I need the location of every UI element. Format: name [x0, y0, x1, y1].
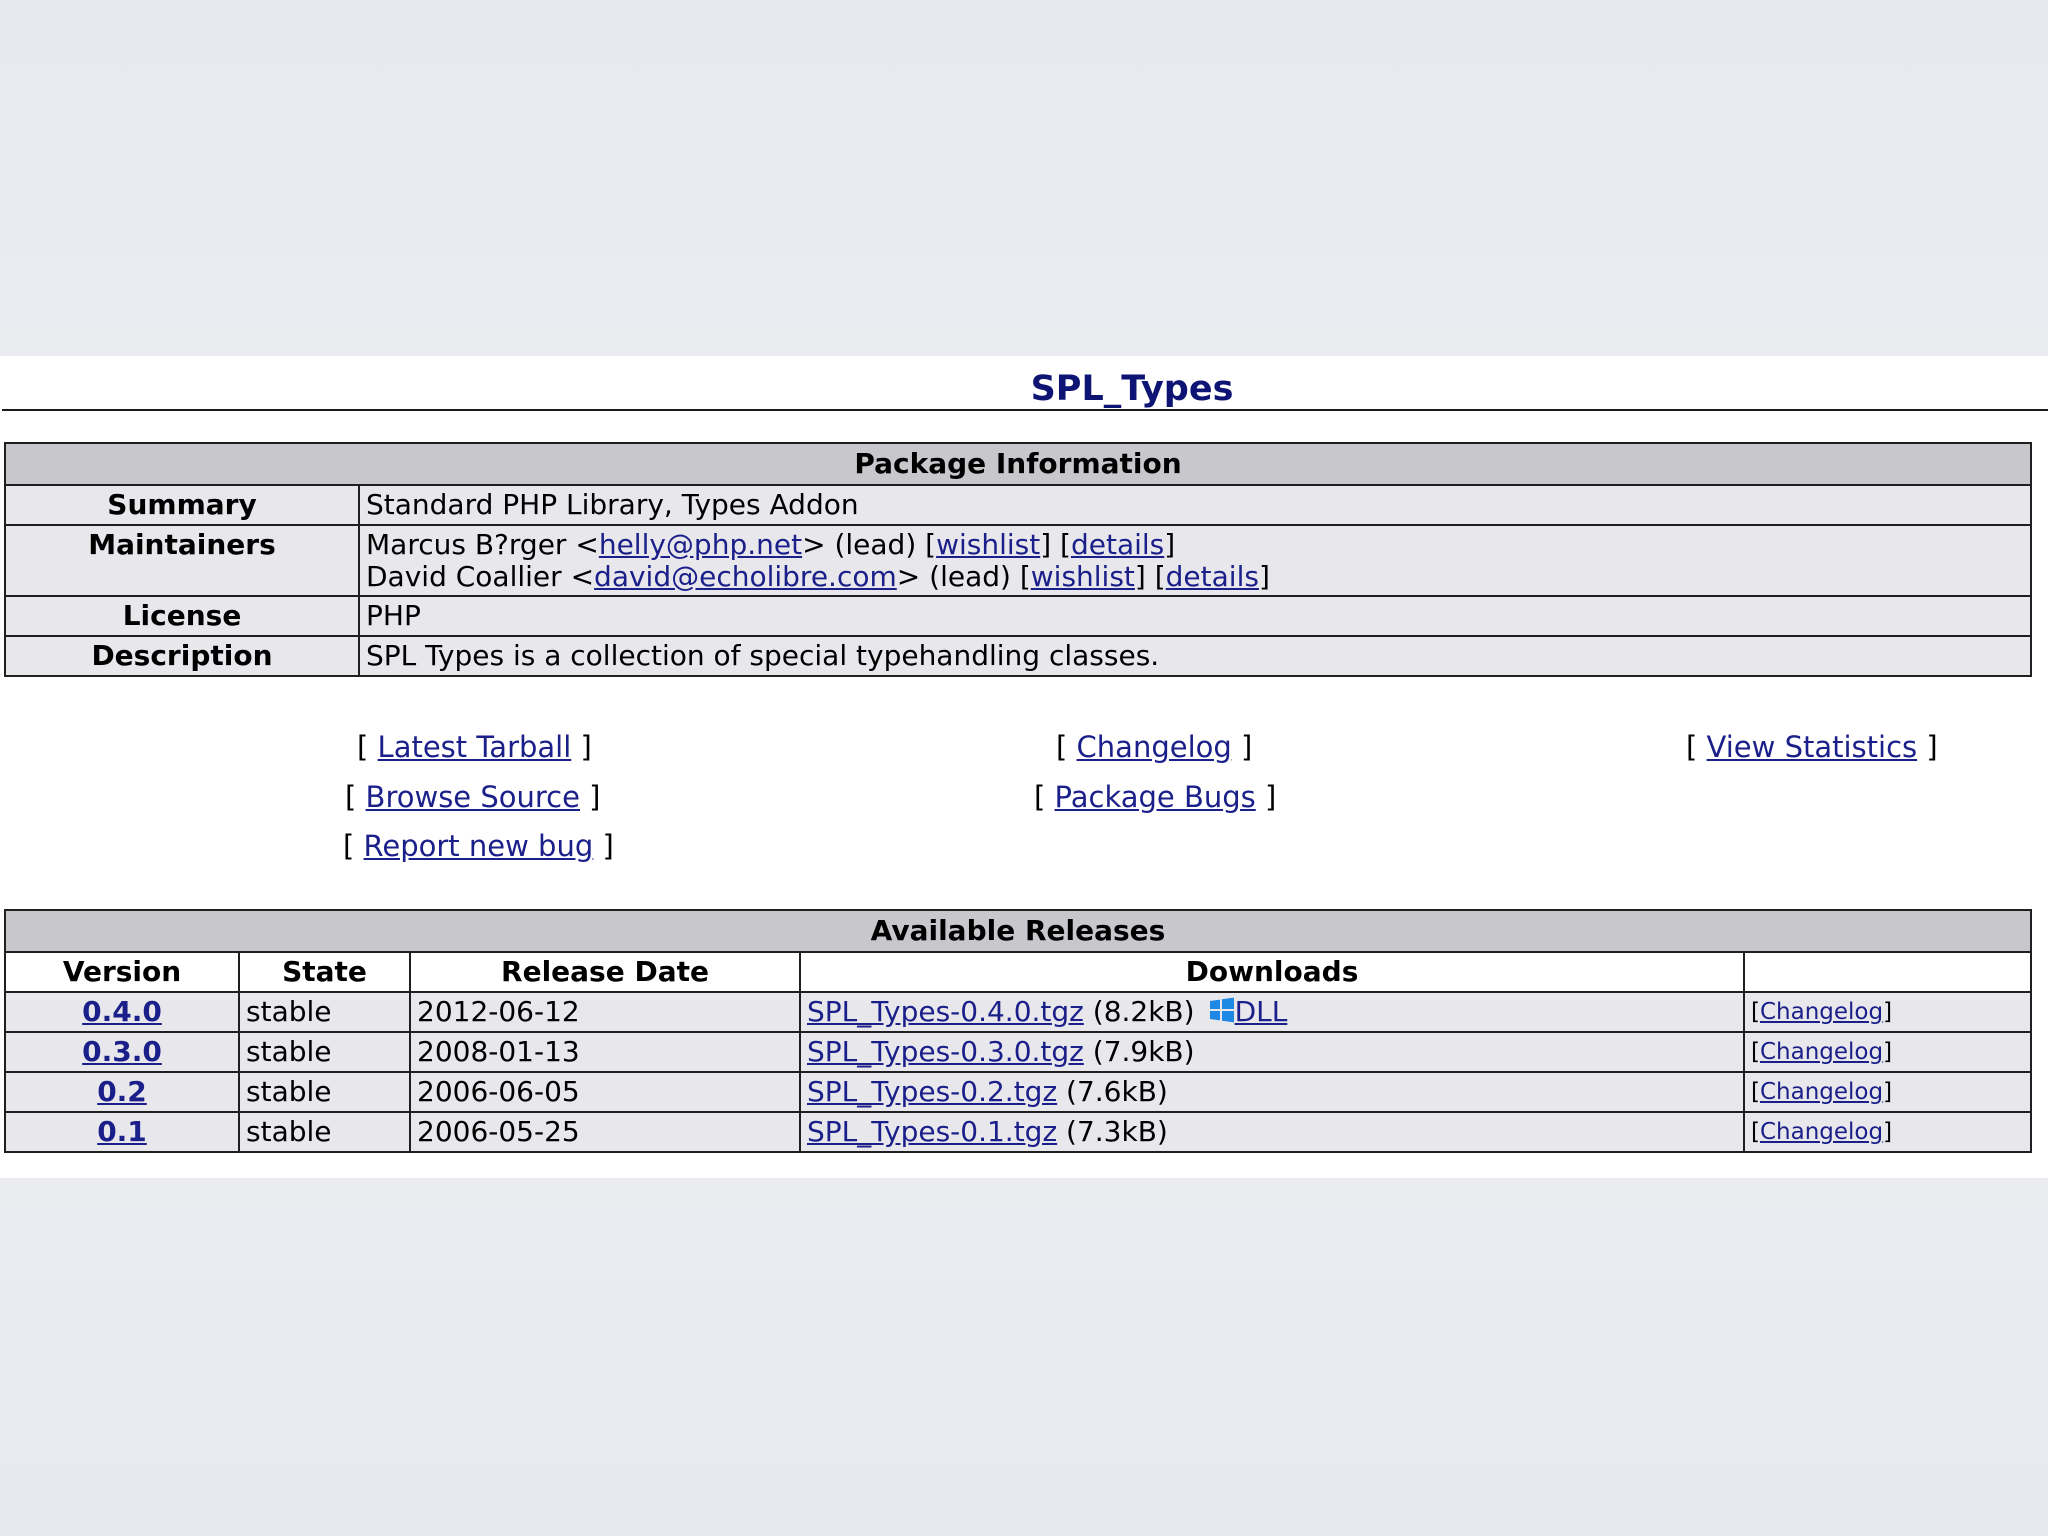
release-date: 2008-01-13	[410, 1032, 800, 1072]
release-state: stable	[239, 1032, 410, 1072]
title-wrap	[0, 0, 2048, 420]
release-date: 2006-05-25	[410, 1112, 800, 1152]
release-state: stable	[239, 1112, 410, 1152]
release-size: (7.6kB)	[1066, 1075, 1168, 1108]
package-information-table	[4, 442, 2032, 677]
downloads-header: Downloads	[800, 952, 1744, 992]
release-downloads-cell	[800, 1112, 1744, 1152]
release-downloads-cell	[800, 1072, 1744, 1112]
release-row	[5, 1072, 2031, 1112]
maintainer-role: (lead)	[929, 560, 1011, 593]
release-download-link[interactable]: SPL_Types-0.3.0.tgz	[807, 1035, 1084, 1068]
release-date-header: Release Date	[410, 952, 800, 992]
release-state: stable	[239, 1072, 410, 1112]
package-bugs-link[interactable]: Package Bugs	[1054, 780, 1256, 814]
version-header: Version	[5, 952, 239, 992]
release-download-link[interactable]: SPL_Types-0.4.0.tgz	[807, 995, 1084, 1028]
license-row	[5, 596, 2031, 636]
release-version-link[interactable]: 0.1	[97, 1115, 147, 1148]
description-row	[5, 636, 2031, 676]
release-changelog-cell: [Changelog]	[1744, 1032, 2031, 1072]
latest-tarball-item: [ Latest Tarball ]	[357, 730, 592, 764]
package-bugs-item: [ Package Bugs ]	[1034, 780, 1277, 814]
summary-row	[5, 485, 2031, 525]
summary-value: Standard PHP Library, Types Addon	[359, 485, 2031, 525]
release-download-link[interactable]: SPL_Types-0.1.tgz	[807, 1115, 1058, 1148]
release-version-link[interactable]: 0.3.0	[82, 1035, 162, 1068]
release-download-link[interactable]: SPL_Types-0.2.tgz	[807, 1075, 1058, 1108]
available-releases-table	[4, 909, 2032, 1153]
page-title: SPL_Types	[1030, 369, 1234, 409]
maintainers-row	[5, 525, 2031, 596]
release-changelog-link[interactable]: Changelog	[1759, 1119, 1884, 1145]
state-header: State	[239, 952, 410, 992]
release-dll-link[interactable]: DLL	[1234, 995, 1288, 1028]
release-state: stable	[239, 992, 410, 1032]
changelog-link[interactable]: Changelog	[1076, 730, 1232, 764]
release-changelog-link[interactable]: Changelog	[1759, 1039, 1884, 1065]
description-label: Description	[5, 636, 359, 676]
browse-source-item: [ Browse Source ]	[345, 780, 601, 814]
release-size: (7.9kB)	[1092, 1035, 1195, 1068]
maintainers-label: Maintainers	[5, 525, 359, 596]
release-downloads-cell	[800, 1032, 1744, 1072]
changelog-item: [ Changelog ]	[1056, 730, 1253, 764]
release-changelog-cell: [Changelog]	[1744, 992, 2031, 1032]
release-row	[5, 1112, 2031, 1152]
view-statistics-item: [ View Statistics ]	[1686, 730, 1938, 764]
report-new-bug-item: [ Report new bug ]	[343, 829, 614, 863]
maintainer-role: (lead)	[834, 528, 917, 561]
maintainer-details-link[interactable]: details	[1070, 528, 1165, 561]
maintainers-value	[359, 525, 2031, 596]
maintainer-email-link[interactable]: helly@php.net	[598, 528, 803, 561]
maintainer-wishlist-link[interactable]: wishlist	[1030, 560, 1135, 593]
latest-tarball-link[interactable]: Latest Tarball	[377, 730, 572, 764]
maintainer-name: David Coallier	[366, 560, 562, 593]
license-value: PHP	[359, 596, 2031, 636]
release-version-link[interactable]: 0.4.0	[82, 995, 162, 1028]
release-date: 2012-06-12	[410, 992, 800, 1032]
package-information-caption: Package Information	[5, 443, 2031, 485]
report-new-bug-link[interactable]: Report new bug	[363, 829, 594, 863]
release-row	[5, 1032, 2031, 1072]
release-version-cell	[5, 1112, 239, 1152]
release-size: (8.2kB)	[1092, 995, 1195, 1028]
release-changelog-cell: [Changelog]	[1744, 1112, 2031, 1152]
view-statistics-link[interactable]: View Statistics	[1706, 730, 1918, 764]
license-label: License	[5, 596, 359, 636]
release-version-cell	[5, 992, 239, 1032]
release-version-link[interactable]: 0.2	[97, 1075, 147, 1108]
extra-header	[1744, 952, 2031, 992]
release-version-cell	[5, 1032, 239, 1072]
release-changelog-cell: [Changelog]	[1744, 1072, 2031, 1112]
release-row	[5, 992, 2031, 1032]
release-date: 2006-06-05	[410, 1072, 800, 1112]
maintainer-wishlist-link[interactable]: wishlist	[936, 528, 1041, 561]
summary-label: Summary	[5, 485, 359, 525]
maintainer-entry: Marcus B?rger <helly@php.net> (lead) [wishlist] [details]	[366, 528, 1176, 561]
available-releases-caption: Available Releases	[5, 910, 2031, 952]
package-links	[0, 720, 2048, 870]
windows-logo-icon	[1209, 997, 1235, 1023]
releases-header-row	[5, 952, 2031, 992]
release-changelog-link[interactable]: Changelog	[1759, 999, 1884, 1025]
maintainer-email-link[interactable]: david@echolibre.com	[594, 560, 897, 593]
release-version-cell	[5, 1072, 239, 1112]
maintainer-details-link[interactable]: details	[1165, 560, 1259, 593]
release-downloads-cell	[800, 992, 1744, 1032]
maintainer-name: Marcus B?rger	[366, 528, 567, 561]
browse-source-link[interactable]: Browse Source	[365, 780, 580, 814]
maintainer-entry: David Coallier <david@echolibre.com> (lead) [wishlist] [details]	[366, 560, 1270, 593]
release-changelog-link[interactable]: Changelog	[1759, 1079, 1884, 1105]
title-divider	[2, 409, 2048, 411]
release-size: (7.3kB)	[1066, 1115, 1168, 1148]
description-value: SPL Types is a collection of special typehandling classes.	[359, 636, 2031, 676]
